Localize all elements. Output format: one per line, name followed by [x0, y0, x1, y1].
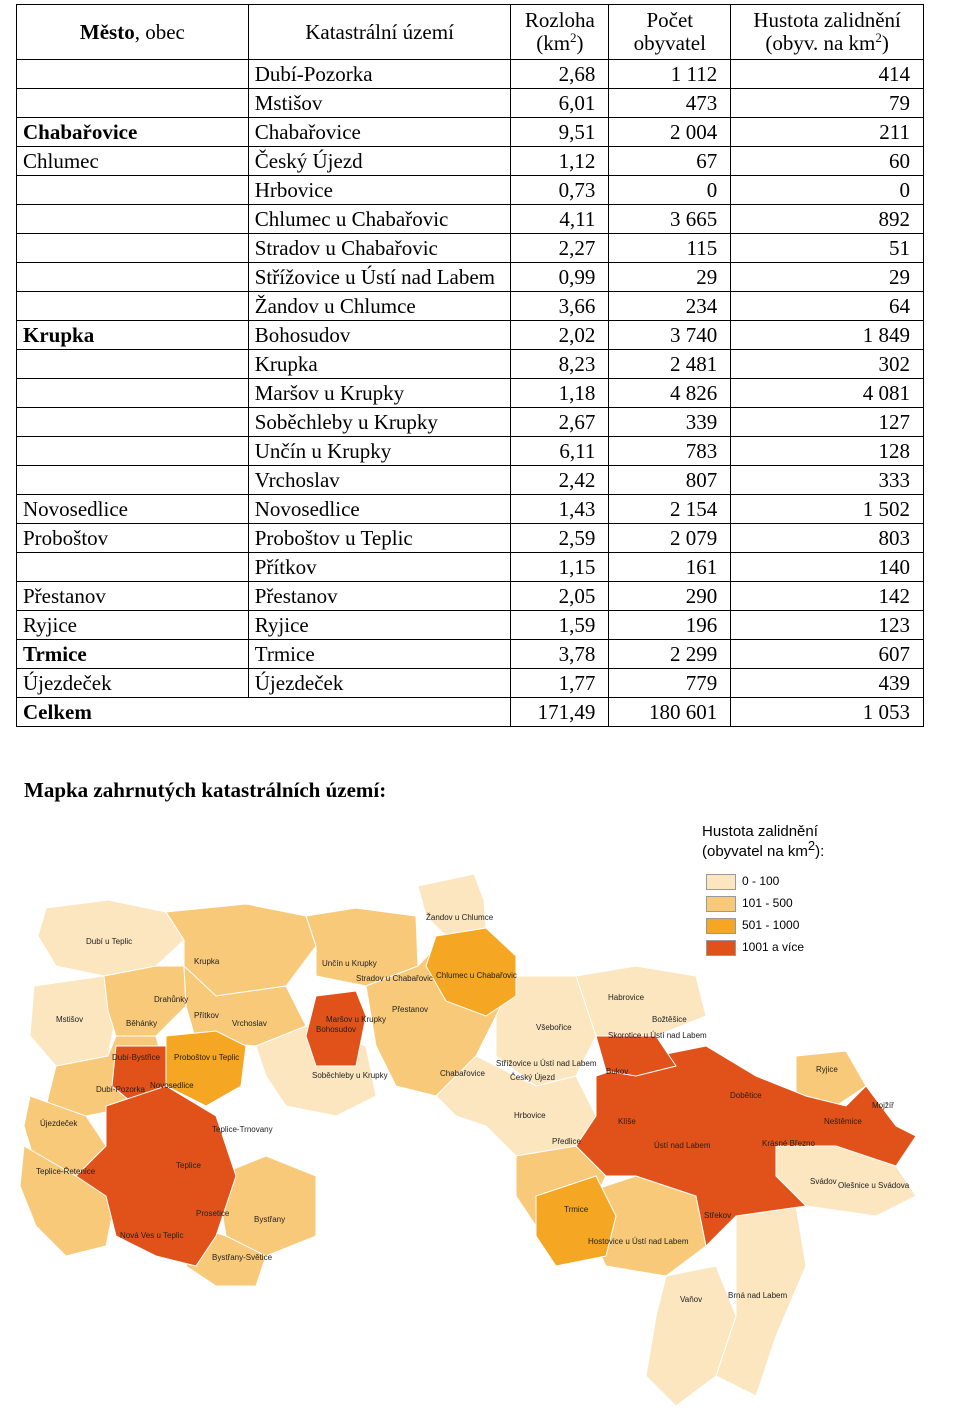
density-cell: 64: [731, 292, 924, 321]
legend-label: 101 - 500: [742, 896, 793, 910]
table-row: [17, 60, 924, 89]
cadastral-cell: Chabařovice: [248, 118, 511, 147]
population-cell: 67: [609, 147, 731, 176]
table-row: [17, 89, 924, 118]
area-cell: 8,23: [511, 350, 609, 379]
population-cell: 3 740: [609, 321, 731, 350]
map-label-vsebohice: Všebořice: [536, 1023, 572, 1032]
table-row: [17, 292, 924, 321]
map-label-novaves: Nová Ves u Teplic: [120, 1231, 184, 1240]
city-cell: Krupka: [17, 321, 249, 350]
city-cell: [17, 350, 249, 379]
map-label-brna: Brná nad Labem: [728, 1291, 788, 1300]
map-label-hostovice: Hostovice u Ústí nad Labem: [588, 1237, 689, 1246]
map-label-dubi-bystrice: Dubí-Bystřice: [112, 1053, 161, 1062]
area-cell: 1,59: [511, 611, 609, 640]
population-cell: 234: [609, 292, 731, 321]
table-row: [17, 524, 924, 553]
density-cell: 127: [731, 408, 924, 437]
map-region-vanov: [646, 1266, 736, 1406]
map-label-krupka: Krupka: [194, 957, 220, 966]
table-row: [17, 611, 924, 640]
city-cell: [17, 466, 249, 495]
table-row: [17, 437, 924, 466]
table-row: [17, 582, 924, 611]
map-label-pritkov: Přítkov: [194, 1011, 219, 1020]
map-label-bystrany-svetice: Bystřany-Světice: [212, 1253, 273, 1262]
cadastral-cell: Ryjice: [248, 611, 511, 640]
cadastral-cell: Bohosudov: [248, 321, 511, 350]
total-label: Celkem: [17, 698, 511, 727]
map-label-teplice-retenice: Teplice-Řetenice: [36, 1167, 96, 1176]
area-cell: 2,05: [511, 582, 609, 611]
cadastral-cell: Chlumec u Chabařovic: [248, 205, 511, 234]
area-cell: 2,27: [511, 234, 609, 263]
city-cell: [17, 437, 249, 466]
legend-label: 0 - 100: [742, 874, 780, 888]
total-population: 180 601: [609, 698, 731, 727]
cadastral-cell: Přítkov: [248, 553, 511, 582]
map-label-marsov: Maršov u Krupky: [326, 1015, 387, 1024]
area-cell: 3,78: [511, 640, 609, 669]
cadastral-cell: Stradov u Chabařovic: [248, 234, 511, 263]
map-label-usti: Ústí nad Labem: [654, 1141, 711, 1150]
map-label-bystrany: Bystřany: [254, 1215, 286, 1224]
population-cell: 196: [609, 611, 731, 640]
table-header-row: [17, 5, 924, 60]
map-label-nestemice: Neštěmice: [824, 1117, 862, 1126]
area-cell: 6,01: [511, 89, 609, 118]
table-row: [17, 118, 924, 147]
map-label-behanky: Běhánky: [126, 1019, 158, 1028]
map-label-uncin: Unčín u Krupky: [322, 959, 377, 968]
table-body: [17, 60, 924, 727]
city-cell: [17, 89, 249, 118]
map-label-krasne-brezno: Krásné Březno: [762, 1139, 815, 1148]
area-cell: 2,42: [511, 466, 609, 495]
cadastral-cell: Unčín u Krupky: [248, 437, 511, 466]
density-cell: 803: [731, 524, 924, 553]
density-cell: 123: [731, 611, 924, 640]
map-label-klise: Klíše: [618, 1117, 636, 1126]
population-cell: 161: [609, 553, 731, 582]
map-label-ryjice: Ryjice: [816, 1065, 838, 1074]
city-cell: Přestanov: [17, 582, 249, 611]
table-row: [17, 669, 924, 698]
map-label-olesnice: Olešnice u Svádova: [838, 1181, 910, 1190]
map-label-drahunky: Drahůnky: [154, 995, 189, 1004]
map-label-stradov: Stradov u Chabařovic: [356, 974, 433, 983]
cadastral-cell: Újezdeček: [248, 669, 511, 698]
map-label-skorotice: Skorotice u Ústí nad Labem: [608, 1031, 707, 1040]
density-cell: 333: [731, 466, 924, 495]
cadastral-cell: Trmice: [248, 640, 511, 669]
density-cell: 29: [731, 263, 924, 292]
table-row: [17, 466, 924, 495]
header-population: Počet obyvatel: [609, 5, 731, 60]
cadastral-cell: Soběchleby u Krupky: [248, 408, 511, 437]
legend-swatch: [706, 896, 736, 912]
cadastral-cell: Přestanov: [248, 582, 511, 611]
map-label-vrchoslav: Vrchoslav: [232, 1019, 267, 1028]
city-cell: [17, 263, 249, 292]
density-cell: 4 081: [731, 379, 924, 408]
population-cell: 2 154: [609, 495, 731, 524]
table-row: [17, 495, 924, 524]
table-row: [17, 147, 924, 176]
map-label-strekov: Střekov: [704, 1211, 732, 1220]
area-cell: 2,59: [511, 524, 609, 553]
cadastral-cell: Krupka: [248, 350, 511, 379]
density-cell: 51: [731, 234, 924, 263]
map-label-novosedlice: Novosedlice: [150, 1081, 194, 1090]
area-cell: 2,02: [511, 321, 609, 350]
map-title: Mapka zahrnutých katastrálních území:: [24, 778, 387, 802]
table-row: [17, 640, 924, 669]
map-label-dubi-pozorka: Dubí-Pozorka: [96, 1085, 145, 1094]
population-cell: 290: [609, 582, 731, 611]
city-cell: Chlumec: [17, 147, 249, 176]
map-label-vanov: Vaňov: [680, 1295, 703, 1304]
map-label-teplice-trnovany: Teplice-Trnovany: [212, 1125, 273, 1134]
legend-swatch: [706, 940, 736, 956]
population-cell: 473: [609, 89, 731, 118]
density-cell: 439: [731, 669, 924, 698]
density-cell: 0: [731, 176, 924, 205]
legend-label: 1001 a více: [742, 940, 805, 954]
population-cell: 29: [609, 263, 731, 292]
density-cell: 140: [731, 553, 924, 582]
population-cell: 115: [609, 234, 731, 263]
total-area: 171,49: [511, 698, 609, 727]
map-label-trmice: Trmice: [564, 1205, 589, 1214]
map-label-predlice: Předlice: [552, 1137, 581, 1146]
area-cell: 1,15: [511, 553, 609, 582]
map-legend: [702, 822, 824, 862]
map-label-dobetice: Dobětice: [730, 1091, 762, 1100]
population-cell: 2 481: [609, 350, 731, 379]
table-row: [17, 205, 924, 234]
data-table: [16, 4, 924, 727]
city-cell: Proboštov: [17, 524, 249, 553]
header-city: Město, obec: [17, 5, 249, 60]
area-cell: 1,43: [511, 495, 609, 524]
city-cell: Novosedlice: [17, 495, 249, 524]
area-cell: 2,67: [511, 408, 609, 437]
legend-swatch: [706, 918, 736, 934]
density-cell: 302: [731, 350, 924, 379]
city-cell: Ryjice: [17, 611, 249, 640]
density-cell: 892: [731, 205, 924, 234]
density-map: [16, 816, 956, 1419]
map-label-sobechleby: Soběchleby u Krupky: [312, 1071, 388, 1080]
area-cell: 1,77: [511, 669, 609, 698]
city-cell: [17, 292, 249, 321]
cadastral-cell: Mstišov: [248, 89, 511, 118]
legend-swatch: [706, 874, 736, 890]
population-cell: 2 004: [609, 118, 731, 147]
cadastral-cell: Dubí-Pozorka: [248, 60, 511, 89]
cadastral-cell: Hrbovice: [248, 176, 511, 205]
map-label-strizovice: Střížovice u Ústí nad Labem: [496, 1059, 597, 1068]
density-cell: 60: [731, 147, 924, 176]
map-label-cesky-ujezd: Český Újezd: [510, 1073, 555, 1082]
map-label-bukov: Bukov: [606, 1067, 629, 1076]
cadastral-cell: Žandov u Chlumce: [248, 292, 511, 321]
density-cell: 211: [731, 118, 924, 147]
density-cell: 79: [731, 89, 924, 118]
city-cell: Újezdeček: [17, 669, 249, 698]
map-label-hrbovice: Hrbovice: [514, 1111, 546, 1120]
table-total-row: [17, 698, 924, 727]
map-svg: [16, 816, 956, 1419]
city-cell: Chabařovice: [17, 118, 249, 147]
population-cell: 1 112: [609, 60, 731, 89]
table-row: [17, 176, 924, 205]
city-cell: [17, 408, 249, 437]
population-cell: 339: [609, 408, 731, 437]
density-cell: 1 502: [731, 495, 924, 524]
area-cell: 1,18: [511, 379, 609, 408]
map-region-zandov-area: [418, 874, 486, 936]
map-label-ujezdecek: Újezdeček: [40, 1119, 78, 1128]
area-cell: 2,68: [511, 60, 609, 89]
map-label-svadov: Svádov: [810, 1177, 837, 1186]
area-cell: 3,66: [511, 292, 609, 321]
header-area: Rozloha $(km^2)$: [511, 5, 609, 60]
area-cell: 6,11: [511, 437, 609, 466]
density-cell: 128: [731, 437, 924, 466]
table-row: [17, 553, 924, 582]
area-cell: 4,11: [511, 205, 609, 234]
area-cell: 9,51: [511, 118, 609, 147]
map-label-teplice: Teplice: [176, 1161, 201, 1170]
cadastral-cell: Český Újezd: [248, 147, 511, 176]
total-density: 1 053: [731, 698, 924, 727]
table-row: [17, 379, 924, 408]
city-cell: [17, 176, 249, 205]
map-label-bohosudov: Bohosudov: [316, 1025, 357, 1034]
map-label-habrovice: Habrovice: [608, 993, 645, 1002]
population-cell: 3 665: [609, 205, 731, 234]
table-row: [17, 408, 924, 437]
city-cell: [17, 205, 249, 234]
header-density: Hustota zalidnění (obyv. na $km^2$): [731, 5, 924, 60]
table-row: [17, 350, 924, 379]
map-label-zandov: Žandov u Chlumce: [426, 913, 494, 922]
city-cell: Trmice: [17, 640, 249, 669]
population-cell: 4 826: [609, 379, 731, 408]
header-cadastral: Katastrální území: [248, 5, 511, 60]
map-label-mstisov: Mstišov: [56, 1015, 84, 1024]
map-label-probostov: Proboštov u Teplic: [174, 1053, 240, 1062]
city-cell: [17, 234, 249, 263]
population-cell: 0: [609, 176, 731, 205]
map-label-dubi-teplic: Dubí u Teplic: [86, 937, 133, 946]
population-cell: 779: [609, 669, 731, 698]
map-label-prestanov: Přestanov: [392, 1005, 429, 1014]
map-label-mojzir: Mojžíř: [872, 1101, 894, 1110]
city-cell: [17, 553, 249, 582]
map-label-chabarovice: Chabařovice: [440, 1069, 485, 1078]
population-cell: 2 079: [609, 524, 731, 553]
population-cell: 807: [609, 466, 731, 495]
table-row: [17, 234, 924, 263]
cadastral-cell: Vrchoslav: [248, 466, 511, 495]
area-cell: 0,73: [511, 176, 609, 205]
cadastral-cell: Střížovice u Ústí nad Labem: [248, 263, 511, 292]
table-row: [17, 321, 924, 350]
population-cell: 783: [609, 437, 731, 466]
cadastral-cell: Proboštov u Teplic: [248, 524, 511, 553]
area-cell: 0,99: [511, 263, 609, 292]
map-label-prosetice: Prosetice: [196, 1209, 230, 1218]
legend-label: 501 - 1000: [742, 918, 800, 932]
density-cell: 414: [731, 60, 924, 89]
area-cell: 1,12: [511, 147, 609, 176]
map-label-chlumec: Chlumec u Chabařovic: [436, 971, 517, 980]
density-cell: 1 849: [731, 321, 924, 350]
population-cell: 2 299: [609, 640, 731, 669]
map-label-bozticice: Božtěšice: [652, 1015, 687, 1024]
table-row: [17, 263, 924, 292]
cadastral-cell: Maršov u Krupky: [248, 379, 511, 408]
city-cell: [17, 379, 249, 408]
density-cell: 142: [731, 582, 924, 611]
city-cell: [17, 60, 249, 89]
density-cell: 607: [731, 640, 924, 669]
legend-title: Hustota zalidnění (obyvatel na km2):: [702, 823, 825, 860]
cadastral-cell: Novosedlice: [248, 495, 511, 524]
